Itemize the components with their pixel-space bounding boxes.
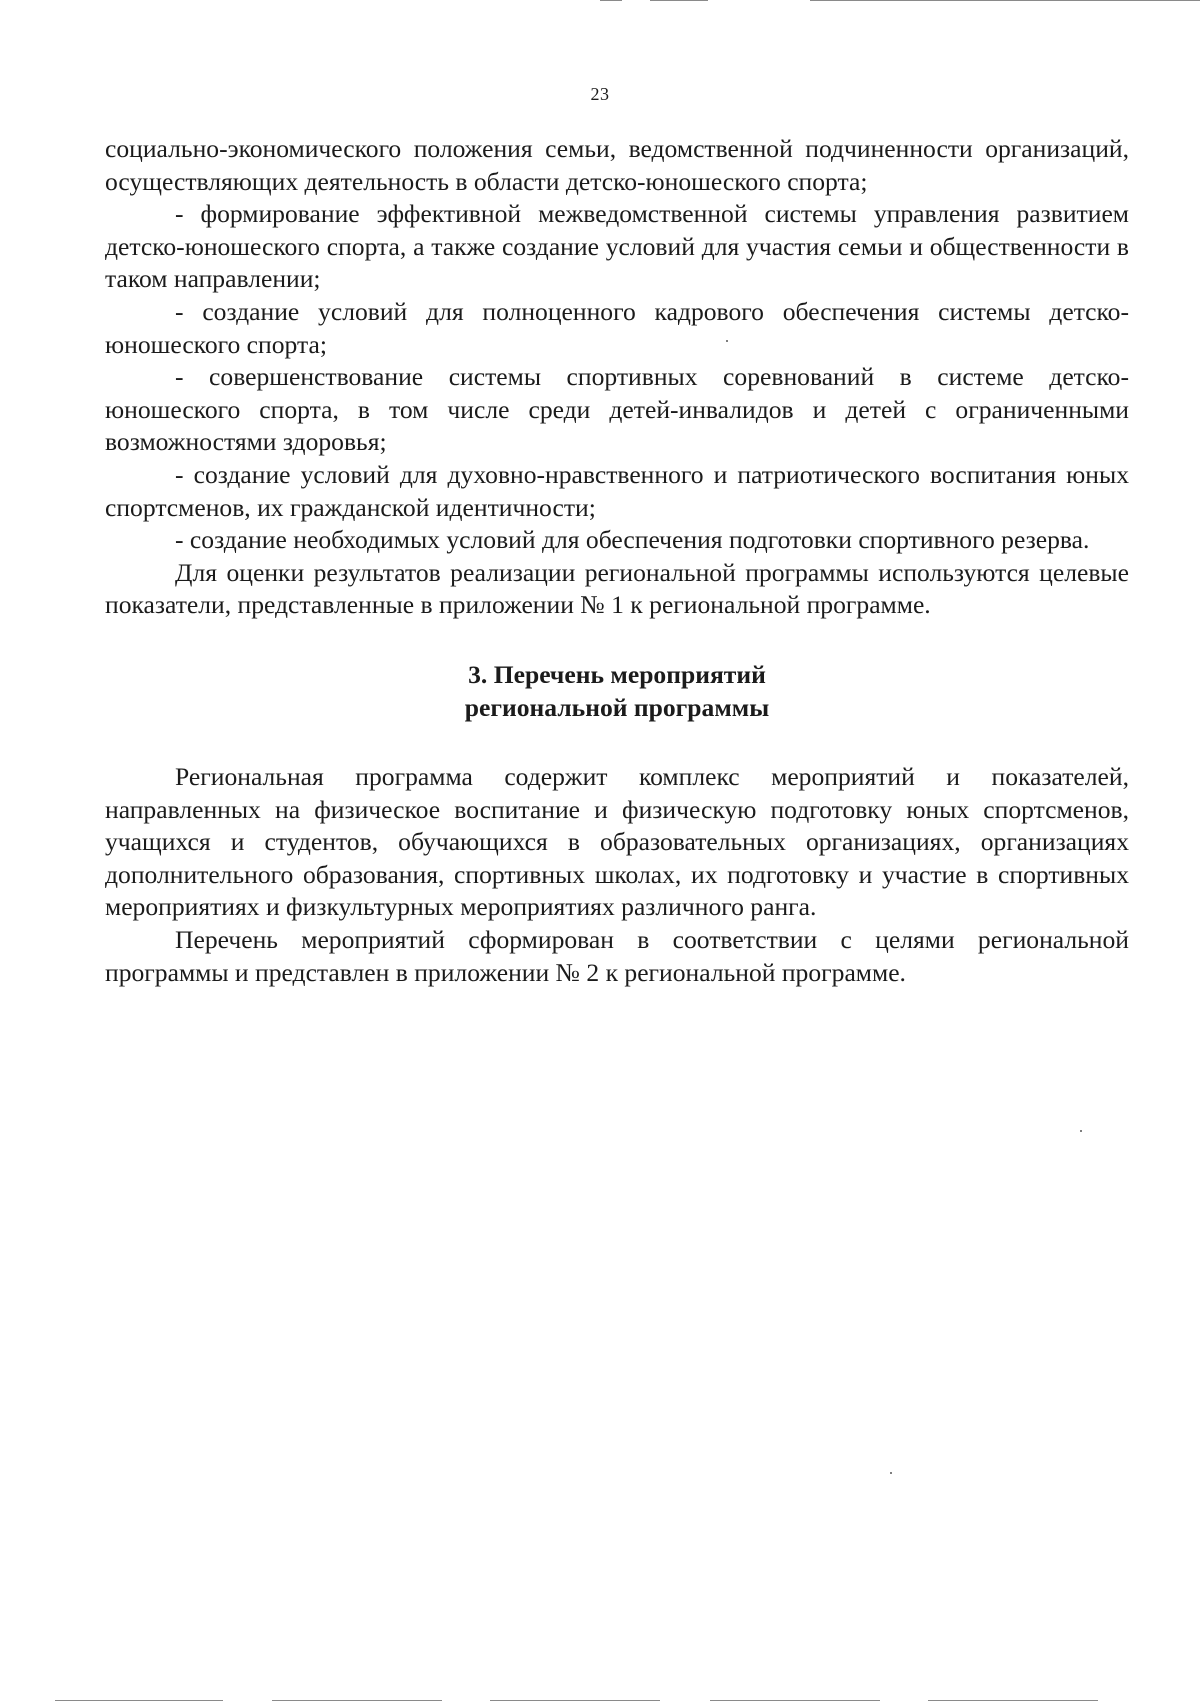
scan-line-bottom xyxy=(928,1700,1098,1701)
paragraph: Региональная программа содержит комплекс мероприятий и показателей, направленных на физическое воспитание и физическую подготовку юных спортсменов, учащихся и студентов, обучающихся в образовательных организациях, организациях дополнительного образования, спортивных школах, их подготовку и участие в спортивных мероприятиях и физкультурных мероприятиях различного ранга. xyxy=(105,762,1129,922)
scan-line-bottom xyxy=(55,1700,223,1701)
document-body xyxy=(105,133,1129,989)
paragraph: - создание условий для духовно-нравственного и патриотического воспитания юных спортсменов, их гражданской идентичности; xyxy=(105,459,1129,522)
page-number: 23 xyxy=(590,84,610,104)
scan-line-bottom xyxy=(490,1700,660,1701)
paragraph: - совершенствование системы спортивных соревнований в системе детско-юношеского спорта, в том числе среди детей-инвалидов и детей с ограниченными возможностями здоровья; xyxy=(105,362,1129,457)
scan-speck xyxy=(890,1472,892,1474)
paragraph: Для оценки результатов реализации региональной программы используются целевые показатели, представленные в приложении № 1 к региональной программе. xyxy=(105,557,1129,620)
section-heading xyxy=(105,659,1129,724)
scan-line-top xyxy=(650,0,708,1)
paragraph: социально-экономического положения семьи, ведомственной подчиненности организаций, осуществляющих деятельность в области детско-юношеского спорта; xyxy=(105,134,1129,196)
section-heading-line1: 3. Перечень мероприятий xyxy=(468,659,766,689)
scan-line-bottom xyxy=(272,1700,442,1701)
scan-line-top xyxy=(810,0,1200,1)
paragraph: - создание необходимых условий для обеспечения подготовки спортивного резерва. xyxy=(175,525,1090,555)
paragraphs-top xyxy=(105,133,1129,622)
paragraphs-bottom xyxy=(105,761,1129,989)
scan-speck xyxy=(1080,1130,1082,1132)
scan-line-bottom xyxy=(710,1700,880,1701)
scan-line-top xyxy=(600,0,622,1)
section-heading-line2: региональной программы xyxy=(464,692,770,722)
paragraph: Перечень мероприятий сформирован в соответствии с целями региональной программы и представлен в приложении № 2 к региональной программе. xyxy=(105,925,1129,987)
paragraph: - формирование эффективной межведомственной системы управления развитием детско-юношеского спорта, а также создание условий для участия семьи и общественности в таком направлении; xyxy=(105,199,1129,294)
paragraph: - создание условий для полноценного кадрового обеспечения системы детско-юношеского спорта; xyxy=(105,296,1129,359)
